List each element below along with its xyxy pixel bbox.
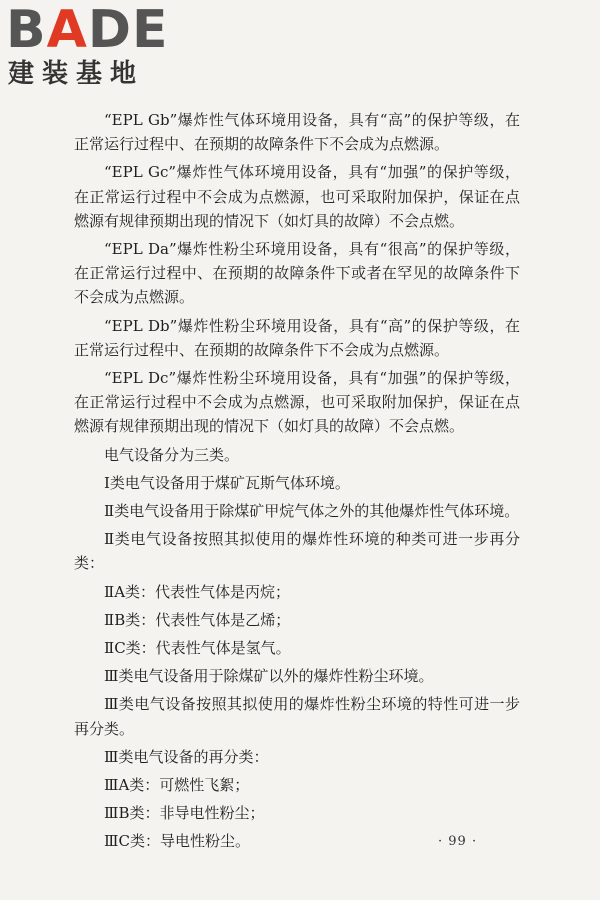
paragraph: “EPL Dc”爆炸性粉尘环境用设备，具有“加强”的保护等级，在正常运行过程中不会成为点燃源，也可采取附加保护，保证在点燃源有规律预期出现的情况下（如灯具的故障）不会点燃。 — [74, 369, 520, 436]
paragraph: Ⅱ类电气设备用于除煤矿甲烷气体之外的其他爆炸性气体环境。 — [104, 502, 520, 521]
paragraph: Ⅰ类电气设备用于煤矿瓦斯气体环境。 — [104, 473, 350, 492]
logo-subtitle: 建装基地 — [8, 59, 145, 89]
paragraph: “EPL Db”爆炸性粉尘环境用设备，具有“高”的保护等级，在正常运行过程中、在预期的故障条件下不会成为点燃源。 — [74, 316, 520, 359]
paragraph: Ⅲ类电气设备的再分类： — [104, 747, 269, 766]
paragraph: ⅡB类：代表性气体是乙烯； — [104, 610, 291, 629]
page-number: · 99 · — [438, 834, 478, 849]
paragraph: 电气设备分为三类。 — [104, 445, 240, 464]
bade-logo — [6, 0, 176, 90]
paragraph: “EPL Gc”爆炸性气体环境用设备，具有“加强”的保护等级，在正常运行过程中不会成为点燃源，也可采取附加保护，保证在点燃源有规律预期出现的情况下（如灯具的故障）不会点燃。 — [74, 163, 520, 230]
paragraph: ⅡC类：代表性气体是氢气。 — [104, 639, 291, 658]
paragraph: ⅡA类：代表性气体是丙烷； — [104, 582, 291, 601]
paragraph: “EPL Da”爆炸性粉尘环境用设备，具有“很高”的保护等级，在正常运行过程中、在预期的故障条件下或者在罕见的故障条件下不会成为点燃源。 — [74, 240, 520, 307]
paragraph: Ⅲ类电气设备用于除煤矿以外的爆炸性粉尘环境。 — [104, 667, 434, 686]
paragraph: ⅢB类：非导电性粉尘； — [104, 804, 265, 823]
paragraph: ⅢC类：导电性粉尘。 — [104, 832, 250, 851]
paragraph: ⅢA类：可燃性飞絮； — [104, 776, 250, 795]
paragraph: Ⅲ类电气设备按照其拟使用的爆炸性粉尘环境的特性可进一步再分类。 — [74, 695, 520, 738]
paragraph: Ⅱ类电气设备按照其拟使用的爆炸性环境的种类可进一步再分类： — [74, 530, 520, 573]
logo-wordmark: BADE — [6, 0, 169, 60]
paragraph: “EPL Gb”爆炸性气体环境用设备，具有“高”的保护等级，在正常运行过程中、在预期的故障条件下不会成为点燃源。 — [74, 111, 520, 154]
logo-accent-letter: A — [46, 0, 88, 60]
page-body — [74, 108, 520, 854]
